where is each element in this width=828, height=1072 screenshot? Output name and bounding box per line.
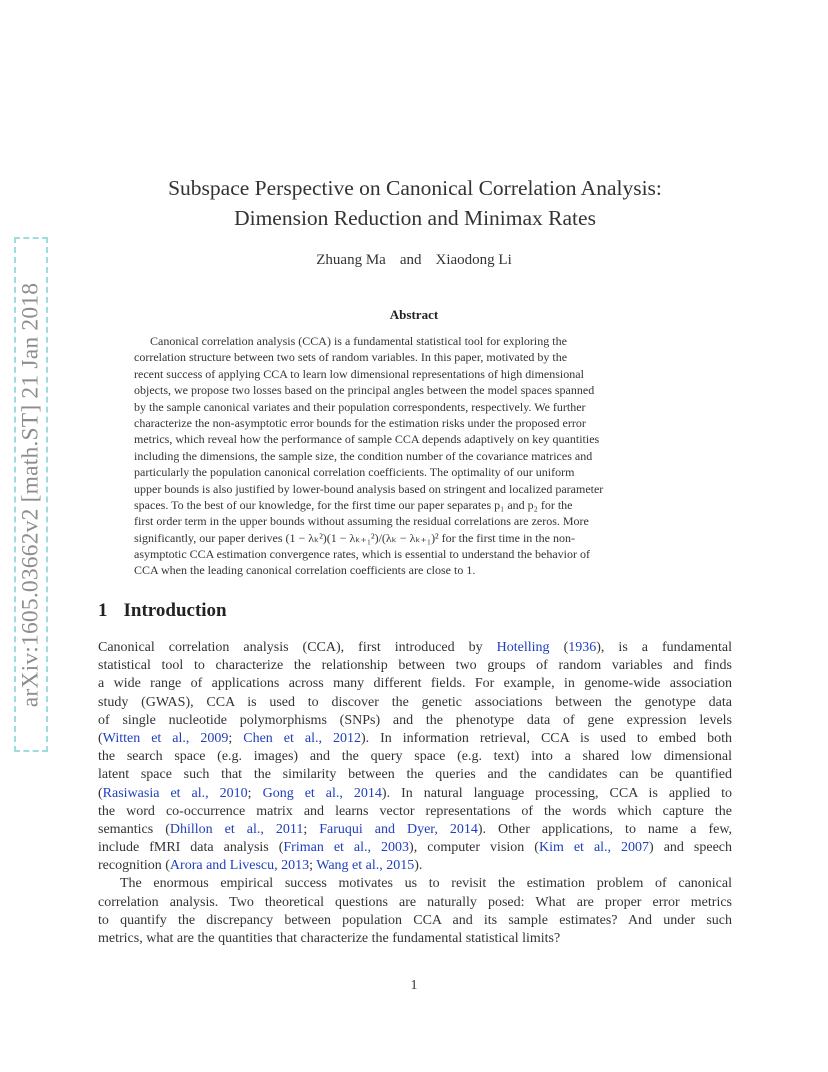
- section-number: 1: [98, 600, 108, 621]
- abstract-line: upper bounds is also justified by lower-bound analysis based on stringent and localized parameter: [134, 481, 604, 496]
- authors: [0, 252, 828, 269]
- citation-link[interactable]: Arora and Livescu, 2013: [169, 858, 310, 874]
- body-line: statistical tool to characterize the relationship between two groups of random variables and finds: [98, 658, 732, 674]
- body-line: Canonical correlation analysis (CCA), first introduced by Hotelling (1936), is a fundamental: [98, 640, 732, 655]
- body-line: include fMRI data analysis (Friman et al., 2003), computer vision (Kim et al., 2007) and speech: [98, 840, 733, 856]
- abstract-line: by the sample canonical variates and their population correspondents, respectively. We further: [134, 399, 586, 414]
- citation-link[interactable]: Chen et al., 2012: [243, 730, 361, 746]
- body-line: the search space (e.g. images) and the query space (e.g. text) into a shared low dimensional: [98, 749, 732, 765]
- body-line: recognition (Arora and Livescu, 2013; Wang et al., 2015).: [98, 858, 423, 874]
- author-2: Xiaodong Li: [435, 252, 512, 268]
- abstract-line: recent success of applying CCA to learn low dimensional representations of high dimensional: [134, 366, 584, 381]
- abstract-line: particularly the population canonical correlation coefficients. The optimality of our uniform: [134, 465, 575, 480]
- body-line: a wide range of applications across many different fields. For example, in genome-wide association: [98, 676, 732, 692]
- citation-link[interactable]: Rasiwasia et al., 2010: [102, 785, 248, 801]
- abstract-line: Canonical correlation analysis (CCA) is a fundamental statistical tool for exploring the: [150, 334, 567, 348]
- body-line: study (GWAS), CCA is used to discover the genetic associations between the genotype data: [98, 694, 732, 710]
- author-separator: and: [399, 252, 422, 268]
- abstract-line: first order term in the upper bounds without assuming the residual correlations are zeros. More: [134, 514, 589, 529]
- body-line: latent space such that the similarity between the queries and the candidates can be quantified: [98, 767, 732, 783]
- abstract-line: asymptotic CCA estimation convergence rates, which is essential to understand the behavior of: [134, 547, 590, 562]
- abstract-body: [134, 333, 694, 579]
- citation-link[interactable]: Faruqui and Dyer, 2014: [319, 821, 478, 837]
- citation-link[interactable]: Friman et al., 2003: [283, 840, 410, 856]
- body-line: to quantify the discrepancy between population CCA and its sample estimates? And under such: [98, 912, 732, 928]
- body-line: The enormous empirical success motivates us to revisit the estimation problem of canonical: [120, 876, 732, 892]
- page-number: 1: [410, 978, 418, 993]
- citation-link[interactable]: 1936: [568, 640, 597, 655]
- citation-link[interactable]: Dhillon et al., 2011: [169, 821, 304, 837]
- body-line: semantics (Dhillon et al., 2011; Faruqui and Dyer, 2014). Other applications, to name a few,: [98, 821, 733, 837]
- body-line: correlation analysis. Two theoretical questions are naturally posed: What are proper error metrics: [98, 894, 732, 910]
- section-heading: [98, 600, 227, 622]
- introduction-body: [98, 639, 732, 948]
- abstract-line: significantly, our paper derives (1 − λₖ²)(1 − λₖ₊₁²)/(λₖ − λₖ₊₁)² for the first time in the non-: [134, 530, 575, 545]
- arxiv-identifier: arXiv:1605.03662v2 [math.ST] 21 Jan 2018: [17, 282, 44, 707]
- citation-link[interactable]: Witten et al., 2009: [102, 730, 229, 746]
- title-line-2: Dimension Reduction and Minimax Rates: [234, 206, 596, 230]
- abstract-line: including the dimensions, the sample size, the condition number of the covariance matrices and: [134, 448, 593, 463]
- body-line: metrics, what are the quantities that characterize the fundamental statistical limits?: [98, 931, 561, 946]
- author-1: Zhuang Ma: [316, 252, 386, 268]
- citation-link[interactable]: Hotelling: [496, 640, 550, 655]
- abstract-line: objects, we propose two losses based on the principal angles between the model spaces spanned: [134, 383, 595, 398]
- body-line: (Rasiwasia et al., 2010; Gong et al., 2014). In natural language processing, CCA is applied to: [98, 785, 733, 801]
- abstract-line: correlation structure between two sets of random variables. In this paper, motivated by the: [134, 350, 568, 365]
- section-title: Introduction: [123, 600, 227, 621]
- citation-link[interactable]: Wang et al., 2015: [316, 858, 415, 874]
- body-line: the word co-occurrence matrix and learns vector representations of the words which capture the: [98, 803, 732, 819]
- paper-title: [90, 173, 740, 233]
- citation-link[interactable]: Kim et al., 2007: [538, 840, 650, 856]
- abstract-line: spaces. To the best of our knowledge, for the first time our paper separates p₁ and p₂ for the: [134, 497, 573, 512]
- abstract-line: characterize the non-asymptotic error bounds for the estimation risks under the proposed error: [134, 415, 586, 430]
- abstract-line: CCA when the leading canonical correlation coefficients are close to 1.: [134, 563, 476, 578]
- title-line-1: Subspace Perspective on Canonical Correlation Analysis:: [168, 176, 662, 200]
- abstract-line: metrics, which reveal how the performance of sample CCA depends adaptively on key quantities: [134, 432, 600, 447]
- body-line: of single nucleotide polymorphisms (SNPs) and the phenotype data of gene expression levels: [98, 712, 732, 728]
- abstract-heading: Abstract: [389, 307, 439, 322]
- body-line: (Witten et al., 2009; Chen et al., 2012). In information retrieval, CCA is used to embed both: [98, 730, 732, 746]
- citation-link[interactable]: Gong et al., 2014: [262, 785, 382, 801]
